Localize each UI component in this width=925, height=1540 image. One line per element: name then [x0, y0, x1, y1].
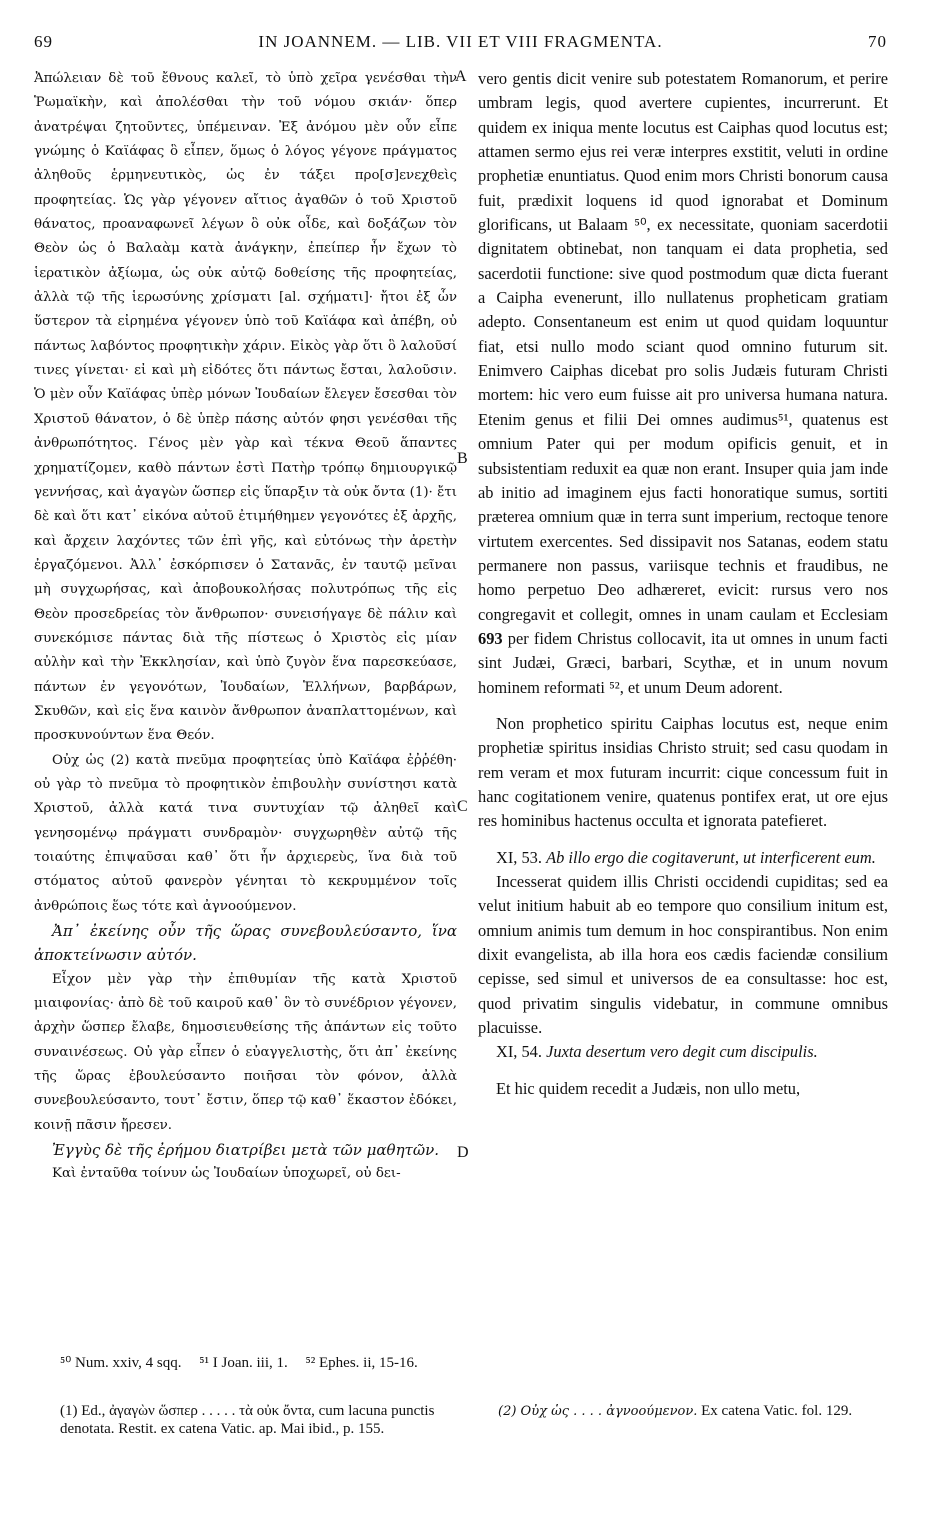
margin-marker-a: A: [455, 68, 467, 85]
latin-lemma-1-text: Ab illo ergo die cogitaverunt, ut interficerent eum.: [546, 847, 876, 867]
page-reference: 693: [478, 628, 503, 648]
note-2: [498, 1402, 888, 1421]
note-2-text: Ex catena Vatic. fol. 129.: [697, 1403, 853, 1419]
footnote-50: ⁵⁰ Num. xxiv, 4 sqq.: [60, 1355, 182, 1371]
latin-paragraph-3: Incesserat quidem illis Christi occidendi cupiditas; sed ea velut initium habuit ab eo tempore quo consilium initum est, omnium animis tum demum in hoc conspirantibus. Non enim dixit evangelista, ab illa hora eos cædis faciendæ consilium cepisse, sed simul et universos de ea consultasse: hoc est, quod privatim singulis videbatur, in commune omnibus placuisse.: [478, 872, 888, 1038]
latin-paragraph-2: Non prophetico spiritu Caiphas locutus est, neque enim prophetiæ spiritus insidias Christo struit; sed casu quodam in rem veram et mox futuram incurrit: cique concessum fuit in hanc cogitationem venire, quatenus pontifex erat, ut ore ejus res hominibus hactenus occulta et ignorata patefieret.: [478, 713, 888, 831]
footnote-52: ⁵² Ephes. ii, 15-16.: [305, 1355, 418, 1371]
greek-paragraph-4: Καὶ ἐνταῦθα τοίνυν ὡς Ἰουδαίων ὑποχωρεῖ, οὐ δει-: [52, 1166, 401, 1182]
latin-paragraph-1-text: vero gentis dicit venire sub potestatem Romanorum, et perire umbram legis, quod avertere cupientes, incurrerunt. Et quidem ex iniqua mente locutus est Caiphas quod locutus est; attamen sermo ejus rei veræ interpres exstitit, veluti in ordine prophetiæ enuntiatus. Quod enim mors Christi bonorum causa fuit, prædixit loquens id quod ignorabat et Dominum glorificans, ut Balaam ⁵⁰, ex necessitate, quoniam sacerdotii dignitatem obtinebat, non tanquam ei data prophetia, sed sacerdotii functione: sive quod postmodum quæ dicta fuerant a Caipha evenerunt, illo nullatenus propheticam gratiam adepto. Consentaneum est enim ut quod quidam loquuntur fiat, etsi nullo modo sciant quod omnino futurum sit. Enimvero Caiphas dicebat pro solis Judæis futuram Christi mortem: hic vero eum fuisse ait pro universa humana natura. Etenim genus et filii Dei omnes audimus⁵¹, quatenus est omnium Pater qui per modum opificis genuit, et in subsistentiam reduxit ea quæ non erant. Insuper quia jam inde ab initio ad imaginem ejus facti honoratique sumus, sortiti præterea omnium quæ in terra sunt imperium, rectoque tenore virtutem exercentes. Sed dissipavit nos Satanas, eodem statu permanere non passus, variisque technis et fraudibus, ne homo perpetuo Deo adhæreret, evicit: rursus vero nos congregavit et collegit, omnes in unam caulam et Ecclesiam: [478, 69, 888, 624]
running-header: [34, 32, 887, 56]
margin-marker-b: B: [457, 450, 468, 467]
latin-lemma-1: [478, 846, 888, 870]
running-title: IN JOANNEM. — LIB. VII ET VIII FRAGMENTA.: [258, 32, 663, 51]
margin-marker-d: D: [457, 1144, 469, 1161]
greek-column: [34, 67, 457, 1187]
latin-column: [478, 67, 888, 1101]
page-number-left: 69: [34, 32, 53, 51]
greek-paragraph-2: Οὐχ ὡς (2) κατὰ πνεῦμα προφητείας ὑπὸ Καϊάφα ἐῤῥέθη· οὐ γὰρ τὸ πνεῦμα τὸ προφητικὸν ἐπιβουλὴν συνίστησι κατὰ Χριστοῦ, ἀλλὰ κατά τινα συντυχίαν τῷ ἀληθεῖ καὶ γενησομένῳ πράγματι συνδραμὸν· συγχωρηθὲν αὐτῷ τῆς τοιαύτης ἐπιψαῦσαι καθ᾽ ὅτι ἦν ἀρχιερεὺς, ἵνα διὰ τοῦ στόματος αὐτοῦ φανερὸν γένηται τὸ κεκρυμμένον τοῖς ἀνθρώποις ἕως τότε καὶ ἀγνοούμενον.: [34, 752, 457, 914]
latin-paragraph-1: [478, 67, 888, 700]
greek-lemma-2: Ἐγγὺς δὲ τῆς ἐρήμου διατρίβει μετὰ τῶν μαθητῶν.: [52, 1141, 439, 1160]
latin-paragraph-4: Et hic quidem recedit a Judæis, non ullo metu,: [496, 1078, 801, 1098]
greek-paragraph-1: Ἀπώλειαν δὲ τοῦ ἔθνους καλεῖ, τὸ ὑπὸ χεῖρα γενέσθαι τὴν Ῥωμαϊκὴν, καὶ ἀπολέσθαι τὴν τοῦ νόμου σκιάν· ὅπερ ἀνατρέψαι ζητοῦντες, ὑπέμειναν. Ἐξ ἀνόμου μὲν οὖν εἶπε γνώμης ὁ Καϊάφας ὃ εἶπεν, ὅμως ὁ λόγος γέγονε πράγματος ἀληθοῦς ἑρμηνευτικὸς, ὡς ἐν τάξει προ[σ]ενεχθεὶς προφητείας. Ὡς γὰρ γέγονεν αἴτιος ἀγαθῶν ὁ τοῦ Χριστοῦ θάνατος, προαναφωνεῖ λέγων ὃ οὐκ οἶδε, καὶ δοξάζων τὸν Θεὸν ὡς ὁ Βαλαὰμ κατὰ ἀνάγκην, ἐπείπερ ἦν ἔχων τὸ ἱερατικὸν ἀξίωμα, ὡς οὐκ αὐτῷ δοθείσης τῆς προφητείας, ἀλλὰ τῷ τῆς ἱερωσύνης χρίσματι [al. σχήματι]· ἤτοι ἐξ ὧν ὕστερον τὰ εἰρημένα γέγονεν ὑπὸ τοῦ Καϊάφα καὶ ἀπέβη, οὐ πάντως λαβόντος προφητικὴν χάριν. Εἰκὸς γὰρ ὅτι ὃ λαλοῦσί τινες γίνεται· εἰ καὶ μὴ εἰδότες ὅτι πάντως ἔσται, λαλοῦσιν. Ὁ μὲν οὖν Καϊάφας ὑπὲρ μόνων Ἰουδαίων ἔλεγεν ἔσεσθαι τὸν Χριστοῦ θάνατον, ὁ δὲ ὑπὲρ πάσης αὐτόν φησι γενέσθαι τῆς ἀνθρωπότητος. Γένος μὲν γὰρ καὶ τέκνα Θεοῦ ἅπαντες χρηματίζομεν, καθὸ πάντων ἐστὶ Πατὴρ τρόπῳ δημιουργικῷ γεννήσας, καὶ ἀγαγὼν ὥσπερ εἰς ὕπαρξιν τὰ οὐκ ὄντα (1)· ἔτι δὲ καὶ ὅτι κατ᾽ εἰκόνα αὐτοῦ ἐτιμήθημεν γεγονότες ἐξ ἀρχῆς, καὶ ἄρχειν λαχόντες τῶν ἐπὶ γῆς, καὶ εὐτόνως τὴν ἀρετὴν ἐργαζόμενοι. Ἀλλ᾽ ἐσκόρπισεν ὁ Σατανᾶς, ἐν ταυτῷ μεῖναι μὴ συγχωρήσας, καὶ ἀποβουκολήσας πολυτρόπως τῆς εἰς Θεὸν προσεδρείας τὸν ἄνθρωπον· συνεισήγαγε δὲ πάλιν καὶ συνεκόμισε πάντας διὰ τῆς πίστεως ὁ Χριστὸς εἰς μίαν αὐλὴν καὶ τὴν Ἐκκλησίαν, καὶ ὑπὸ ζυγὸν ἕνα παρεσκεύασε, πάντων ἐν γεγονότων, Ἰουδαίων, Ἑλλήνων, βαρβάρων, Σκυθῶν, καὶ εἰς ἕνα καινὸν ἄνθρωπον ἀναπλαττομένων, καὶ προσκυνούντων ἕνα Θεόν.: [34, 71, 457, 744]
latin-lemma-2-text: Juxta desertum vero degit cum discipulis.: [546, 1042, 818, 1062]
greek-lemma-1: Ἀπ᾽ ἐκείνης οὖν τῆς ὥρας συνεβουλεύσαντο, ἵνα ἀποκτείνωσιν αὐτόν.: [34, 922, 457, 965]
latin-lemma-1-ref: XI, 53.: [496, 847, 542, 867]
page-number-right: 70: [868, 32, 887, 51]
note-1: (1) Ed., ἀγαγὼν ὥσπερ . . . . . τὰ οὐκ ὄντα, cum lacuna punctis denotata. Restit. ex catena Vatic. ap. Mai ibid., p. 155.: [60, 1403, 435, 1437]
latin-lemma-2: [478, 1040, 888, 1064]
greek-paragraph-3: Εἶχον μὲν γὰρ τὴν ἐπιθυμίαν τῆς κατὰ Χριστοῦ μιαιφονίας· ἀπὸ δὲ τοῦ καιροῦ καθ᾽ ὃν τὸ συνέδριον γέγονεν, ἀρχὴν ὥσπερ ἔλαβε, δημοσιευθείσης τῆς ἁπάντων εἰς τοῦτο συναινέσεως. Οὐ γὰρ εἶπεν ὁ εὐαγγελιστὴς, ὅτι ἀπ᾽ ἐκείνης τῆς ὥρας ἐβουλεύσαντο ποιῆσαι τὸν φόνον, ἀλλὰ συνεβουλεύσαντο, τουτ᾽ ἔστιν, ὅπερ τῷ καθ᾽ ἕκαστον ἐδόκει, κοινῇ πᾶσιν ἤρεσεν.: [34, 971, 457, 1133]
scripture-footnotes: [60, 1353, 432, 1372]
latin-paragraph-1-end: per fidem Christus collocavit, ita ut omnes in unum facti sint Judæi, Græci, barbari, Scythæ, et in unum novum hominem reformati ⁵², et unum Deum adorent.: [478, 628, 888, 697]
note-2-greek: (2) Οὐχ ὡς . . . . ἀγνοούμενον.: [498, 1404, 698, 1419]
latin-lemma-2-ref: XI, 54.: [496, 1042, 542, 1062]
margin-marker-c: C: [457, 798, 468, 815]
footnote-51: ⁵¹ I Joan. iii, 1.: [199, 1355, 288, 1371]
